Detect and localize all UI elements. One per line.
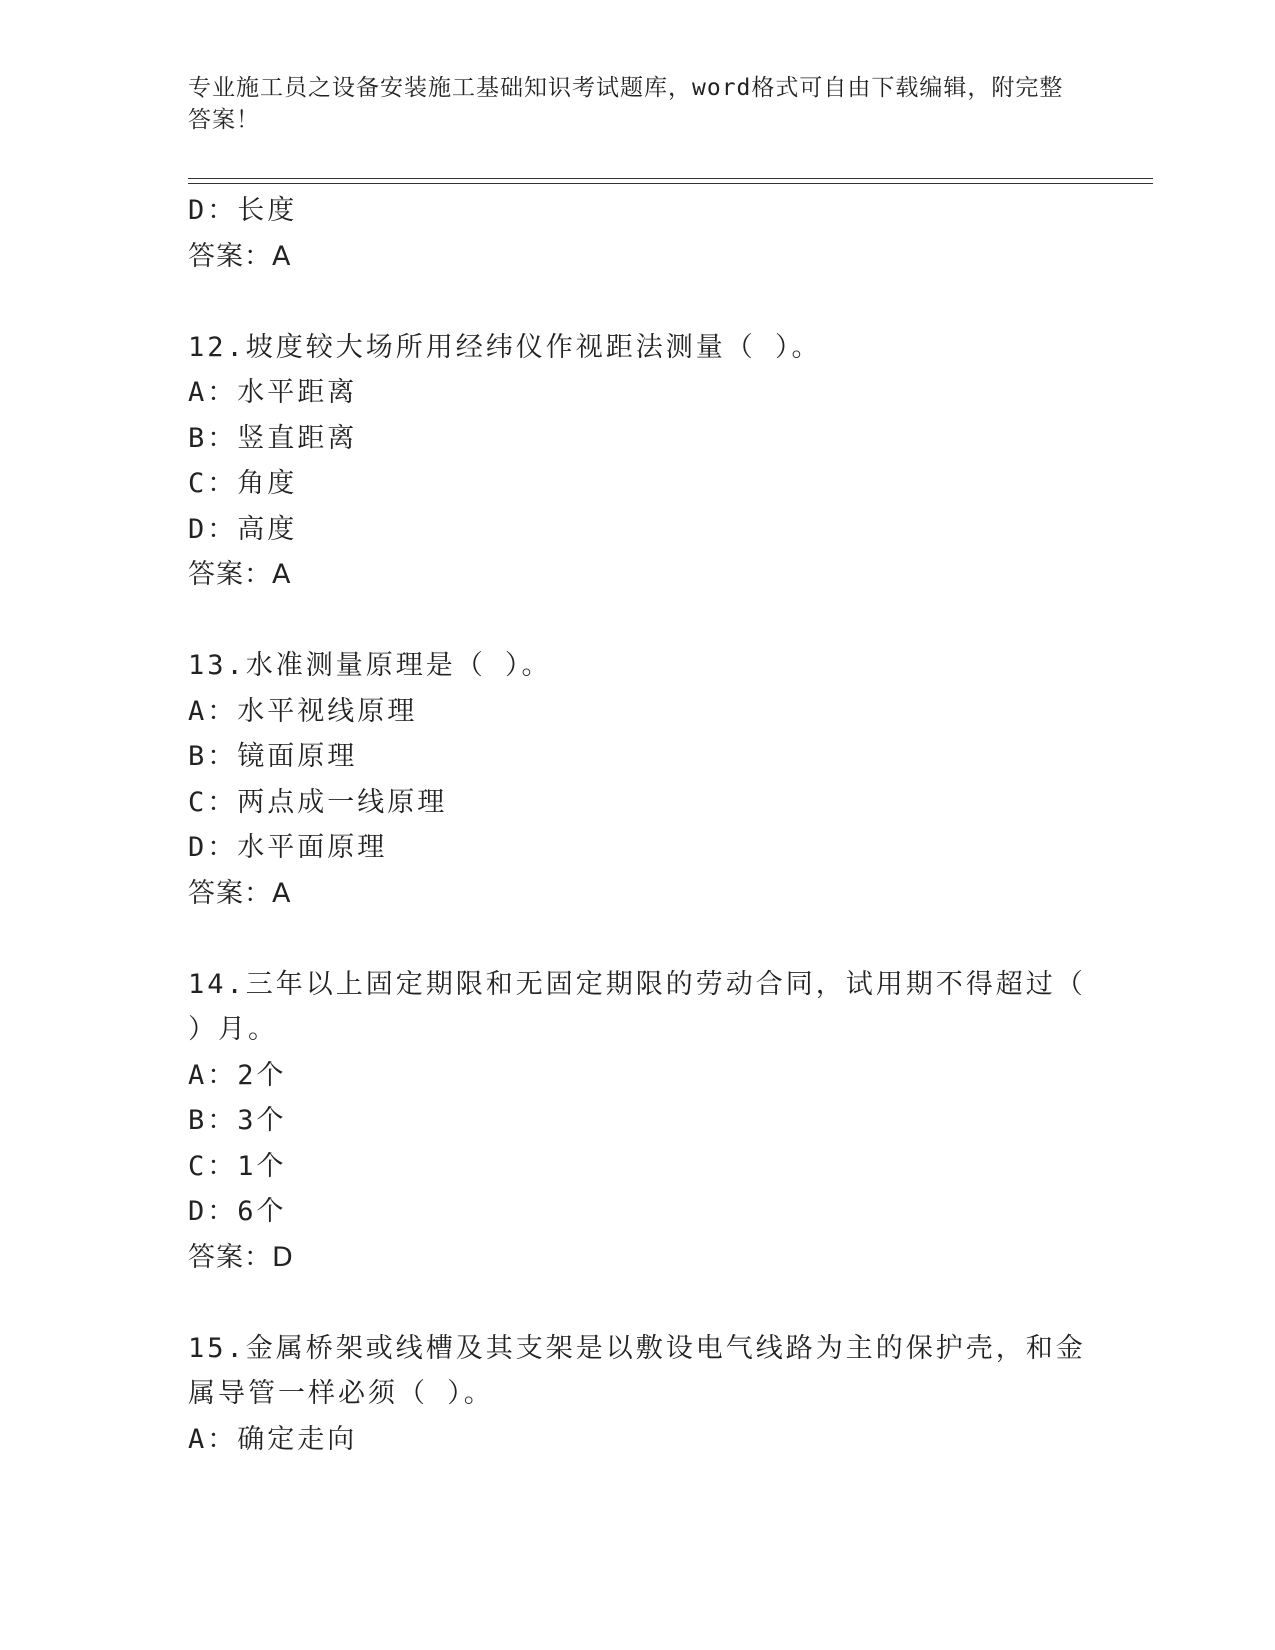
- question-13-option-b: B：镜面原理: [188, 741, 358, 772]
- prev-answer: 答案：A: [188, 240, 292, 272]
- question-14-stem: 14.三年以上固定期限和无固定期限的劳动合同，试用期不得超过（ ）月。: [188, 968, 1086, 1045]
- question-list: [188, 188, 1108, 1462]
- question-14-option-d: D：6个: [188, 1196, 287, 1227]
- question-13-stem: 13.水准测量原理是（ ）。: [188, 650, 552, 681]
- question-14-option-c: C：1个: [188, 1150, 287, 1182]
- question-12-option-a: A：水平距离: [188, 377, 358, 408]
- question-13-option-a: A：水平视线原理: [188, 695, 418, 727]
- question-13-option-d: D：水平面原理: [188, 832, 388, 863]
- question-13-answer: 答案：A: [188, 877, 292, 909]
- question-15-stem: 15.金属桥架或线槽及其支架是以敷设电气线路为主的保护壳，和金属导管一样必须（ ）。: [188, 1332, 1086, 1409]
- question-12-answer: 答案：A: [188, 559, 292, 590]
- question-14-option-a: A：2个: [188, 1059, 287, 1091]
- header-divider-bottom: [188, 183, 1153, 184]
- question-15-option-a: A：确定走向: [188, 1423, 358, 1455]
- header-divider-top: [188, 178, 1153, 179]
- question-14-option-b: B：3个: [188, 1105, 287, 1136]
- question-14-answer: 答案：D: [188, 1241, 294, 1273]
- question-12-option-c: C：角度: [188, 468, 298, 499]
- document-header-title: 专业施工员之设备安装施工基础知识考试题库，word格式可自由下载编辑，附完整答案！: [188, 75, 1064, 133]
- prev-option-d: D：长度: [188, 195, 298, 226]
- question-13-option-c: C：两点成一线原理: [188, 786, 448, 818]
- question-12-option-b: B：竖直距离: [188, 422, 358, 454]
- question-12-stem: 12.坡度较大场所用经纬仪作视距法测量（ ）。: [188, 331, 822, 363]
- question-12-option-d: D：高度: [188, 513, 298, 545]
